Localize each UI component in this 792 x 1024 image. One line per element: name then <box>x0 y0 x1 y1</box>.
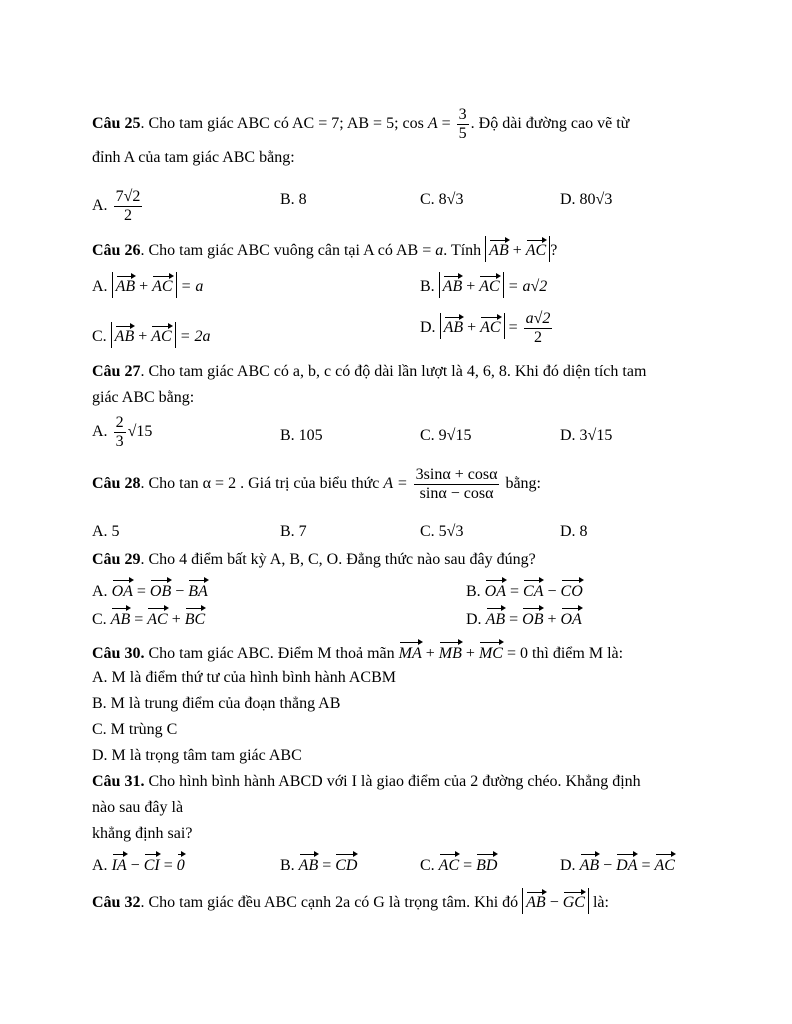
q30-option-b: B. M là trung điểm của đoạn thẳng AB <box>92 695 341 712</box>
question-label: Câu 25 <box>92 115 141 133</box>
q29-option-c: C. AB = AC + BC <box>92 606 205 630</box>
question-31-cont2: khẳng định sai? <box>92 825 193 842</box>
q27-option-d: D. 3√15 <box>560 427 613 444</box>
question-30: Câu 30. Cho tam giác ABC. Điểm M thoả mãn MA + MB + MC = 0 thì điểm M là: <box>92 640 623 664</box>
q26-option-d: D. AB + AC = $\frac{a√2}{2}$ <box>420 310 551 346</box>
q30-option-d: D. M là trọng tâm tam giác ABC <box>92 747 302 764</box>
q31-option-b: B. AB = CD <box>280 852 357 876</box>
q29-option-b: B. OA = CA − CO <box>466 578 583 602</box>
q27-option-b: B. 105 <box>280 427 323 444</box>
question-25: Câu 25. Cho tam giác ABC có AC = 7; AB = 5; cos A = $\frac{3}{5}$ . Độ dài đường cao vẽ từ <box>92 106 630 142</box>
fraction: $\frac{7√2}{2}$ <box>115 188 141 224</box>
q25-option-b: B. 8 <box>280 191 307 208</box>
q30-option-a: A. M là điểm thứ tư của hình bình hành ACBM <box>92 669 396 686</box>
question-31: Câu 31. Cho hình bình hành ABCD với I là giao điểm của 2 đường chéo. Khẳng định <box>92 773 641 790</box>
question-25-cont: đỉnh A của tam giác ABC bằng: <box>92 149 295 166</box>
q28-option-a: A. 5 <box>92 523 120 540</box>
question-27: Câu 27. Cho tam giác ABC có a, b, c có độ dài lần lượt là 4, 6, 8. Khi đó diện tích tam <box>92 363 647 380</box>
q31-option-d: D. AB − DA = AC <box>560 852 675 876</box>
q28-option-d: D. 8 <box>560 523 588 540</box>
question-26: Câu 26. Cho tam giác ABC vuông cân tại A có AB = a. Tính AB + AC ? <box>92 236 557 262</box>
question-32: Câu 32. Cho tam giác đều ABC cạnh 2a có G là trọng tâm. Khi đó AB − GC là: <box>92 888 609 914</box>
q25-option-c: C. 8√3 <box>420 191 464 208</box>
q28-option-b: B. 7 <box>280 523 307 540</box>
q31-option-c: C. AC = BD <box>420 852 497 876</box>
q27-option-c: C. 9√15 <box>420 427 472 444</box>
q26-option-a: A. AB + AC = a <box>92 272 203 298</box>
question-29: Câu 29. Cho 4 điểm bất kỳ A, B, C, O. Đẳng thức nào sau đây đúng? <box>92 551 536 568</box>
q26-option-c: C. AB + AC = 2a <box>92 322 211 348</box>
q29-option-a: A. OA = OB − BA <box>92 578 208 602</box>
q28-option-c: C. 5√3 <box>420 523 464 540</box>
fraction: $\frac{3\sin\alpha + \cos\alpha}{\sin\alpha - \cos\alpha}$ <box>415 466 498 502</box>
question-27-cont: giác ABC bằng: <box>92 389 195 406</box>
q25-option-a: A. $\frac{7√2}{2}$ <box>92 188 141 224</box>
fraction: $\frac{2}{3}$ <box>115 414 124 450</box>
fraction: $\frac{a√2}{2}$ <box>525 310 551 346</box>
q30-option-c: C. M trùng C <box>92 721 178 738</box>
q25-option-d: D. 80√3 <box>560 191 613 208</box>
question-28: Câu 28. Cho tan α = 2 . Giá trị của biểu thức A = $\frac{3\sin\alpha + \cos\alpha}{\sin\alpha - \cos\alpha}$ bằng: <box>92 466 541 502</box>
q29-option-d: D. AB = OB + OA <box>466 606 582 630</box>
q31-option-a: A. IA − CI = 0 <box>92 852 185 876</box>
fraction: $\frac{3}{5}$ <box>458 106 467 142</box>
q26-option-b: B. AB + AC = a√2 <box>420 272 547 298</box>
question-31-cont: nào sau đây là <box>92 799 184 816</box>
q27-option-a: A. $\frac{2}{3}$ √15 <box>92 414 153 450</box>
